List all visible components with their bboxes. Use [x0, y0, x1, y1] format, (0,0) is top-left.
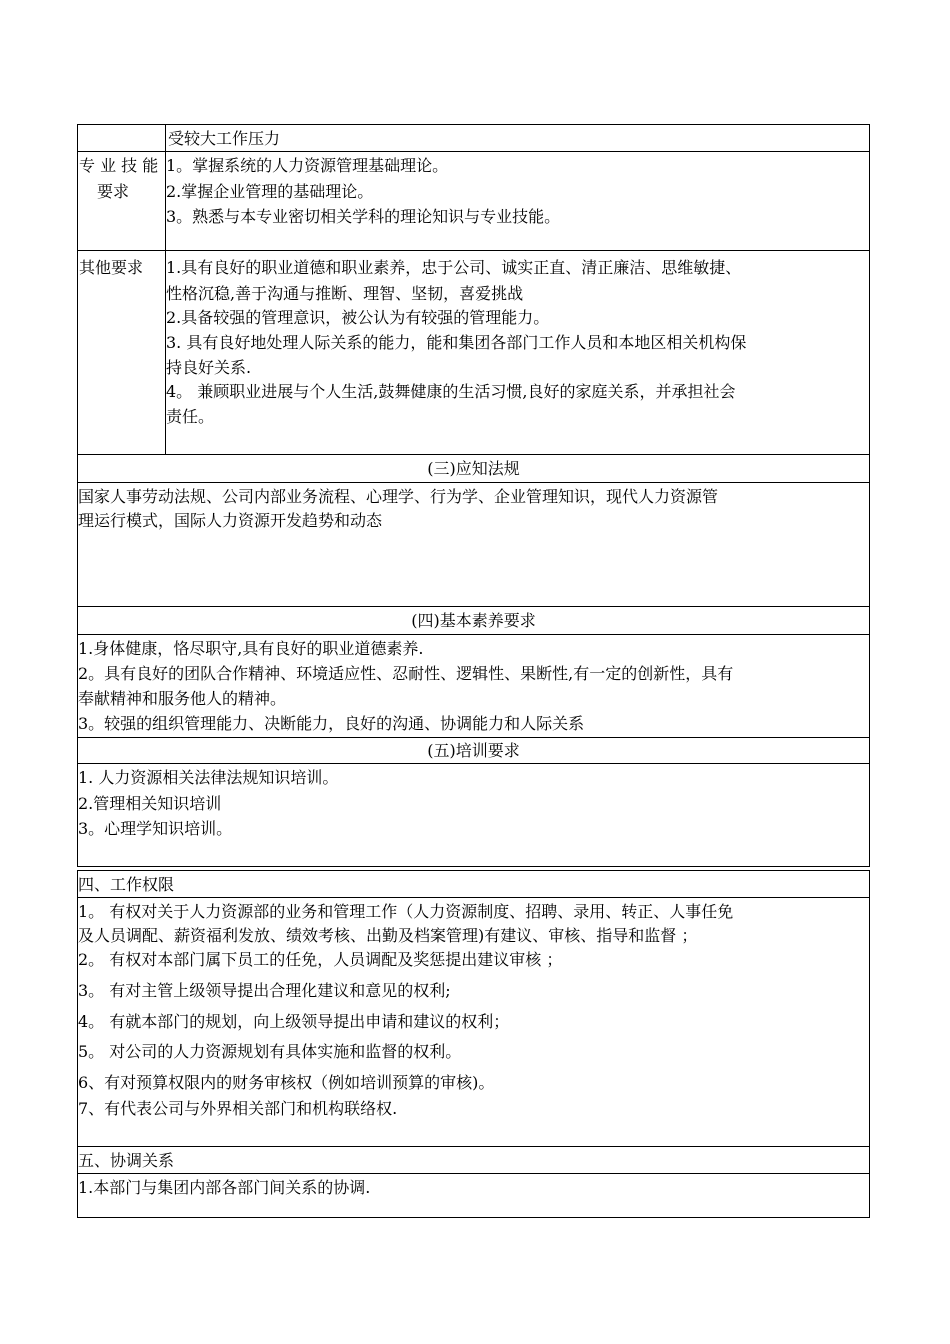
row-text-pressure: 受较大工作压力 — [168, 129, 281, 148]
row-divider — [77, 897, 870, 898]
row-divider — [77, 1173, 870, 1174]
row-divider — [77, 250, 870, 251]
row-divider — [77, 482, 870, 483]
other-line: 持良好关系. — [166, 358, 252, 377]
authority-line: 3。 有对主管上级领导提出合理化建议和意见的权利; — [78, 981, 451, 1000]
other-line: 3. 具有良好地处理人际关系的能力，能和集团各部门工作人员和本地区相关机构保 — [166, 333, 747, 352]
skills-item: 1。掌握系统的人力资源管理基础理论。 — [166, 156, 449, 175]
training-line: 2.管理相关知识培训 — [78, 794, 222, 813]
row-divider — [77, 737, 870, 738]
authority-line: 5。 对公司的人力资源规划有具体实施和监督的权利。 — [78, 1042, 462, 1061]
quality-line: 1.身体健康，恪尽职守,具有良好的职业道德素养. — [78, 639, 424, 658]
laws-line: 理运行模式，国际人力资源开发趋势和动态 — [78, 511, 383, 530]
other-line: 2.具备较强的管理意识，被公认为有较强的管理能力。 — [166, 308, 550, 327]
section-title-training: (五)培训要求 — [427, 741, 520, 760]
quality-line: 奉献精神和服务他人的精神。 — [78, 689, 287, 708]
authority-line: 7、有代表公司与外界相关部门和机构联络权. — [78, 1099, 398, 1118]
skills-item: 2.掌握企业管理的基础理论。 — [166, 182, 374, 201]
training-line: 1. 人力资源相关法律法规知识培训。 — [78, 768, 339, 787]
section-title-laws: (三)应知法规 — [427, 459, 520, 478]
section-title-quality: (四)基本素养要求 — [411, 611, 536, 630]
section-title-authority: 四、工作权限 — [78, 875, 175, 894]
row-divider — [77, 454, 870, 455]
other-line: 4。 兼顾职业进展与个人生活,鼓舞健康的生活习惯,良好的家庭关系，并承担社会 — [166, 382, 736, 401]
table2-right-border — [869, 870, 870, 1218]
other-line: 1.具有良好的职业道德和职业素养，忠于公司、诚实正直、清正廉洁、思维敏捷、 — [166, 258, 742, 277]
table1-top-border — [77, 124, 870, 125]
other-line: 性格沉稳,善于沟通与推断、理智、坚韧，喜爱挑战 — [166, 284, 524, 303]
authority-line: 4。 有就本部门的规划，向上级领导提出申请和建议的权利； — [78, 1012, 510, 1031]
other-label: 其他要求 — [79, 258, 144, 277]
skills-label: 专 业 技 能 — [79, 156, 159, 175]
row-divider — [77, 763, 870, 764]
table2-bottom-border — [77, 1217, 870, 1218]
skills-label: 要求 — [97, 182, 130, 201]
other-line: 责任。 — [166, 407, 215, 426]
skills-item: 3。熟悉与本专业密切相关学科的理论知识与专业技能。 — [166, 207, 561, 226]
row-divider — [77, 1146, 870, 1147]
section-title-coordination: 五、协调关系 — [78, 1151, 175, 1170]
authority-line: 1。 有权对关于人力资源部的业务和管理工作（人力资源制度、招聘、录用、转正、人事任免 — [78, 902, 734, 921]
authority-line: 2。 有权对本部门属下员工的任免，人员调配及奖惩提出建议审核 ； — [78, 950, 563, 969]
table1-bottom-border — [77, 866, 870, 867]
quality-line: 2。具有良好的团队合作精神、环境适应性、忍耐性、逻辑性、果断性,有一定的创新性，具有 — [78, 664, 734, 683]
row-divider — [77, 606, 870, 607]
quality-line: 3。较强的组织管理能力、决断能力，良好的沟通、协调能力和人际关系 — [78, 714, 585, 733]
table2-top-border — [77, 870, 870, 871]
coordination-line: 1.本部门与集团内部各部门间关系的协调. — [78, 1178, 371, 1197]
row-divider — [77, 634, 870, 635]
laws-line: 国家人事劳动法规、公司内部业务流程、心理学、行为学、企业管理知识，现代人力资源管 — [78, 487, 719, 506]
authority-line: 6、有对预算权限内的财务审核权（例如培训预算的审核)。 — [78, 1073, 495, 1092]
row-divider — [77, 151, 870, 152]
training-line: 3。心理学知识培训。 — [78, 819, 233, 838]
authority-line: 及人员调配、薪资福利发放、绩效考核、出勤及档案管理)有建议、审核、指导和监督 ； — [78, 926, 698, 945]
